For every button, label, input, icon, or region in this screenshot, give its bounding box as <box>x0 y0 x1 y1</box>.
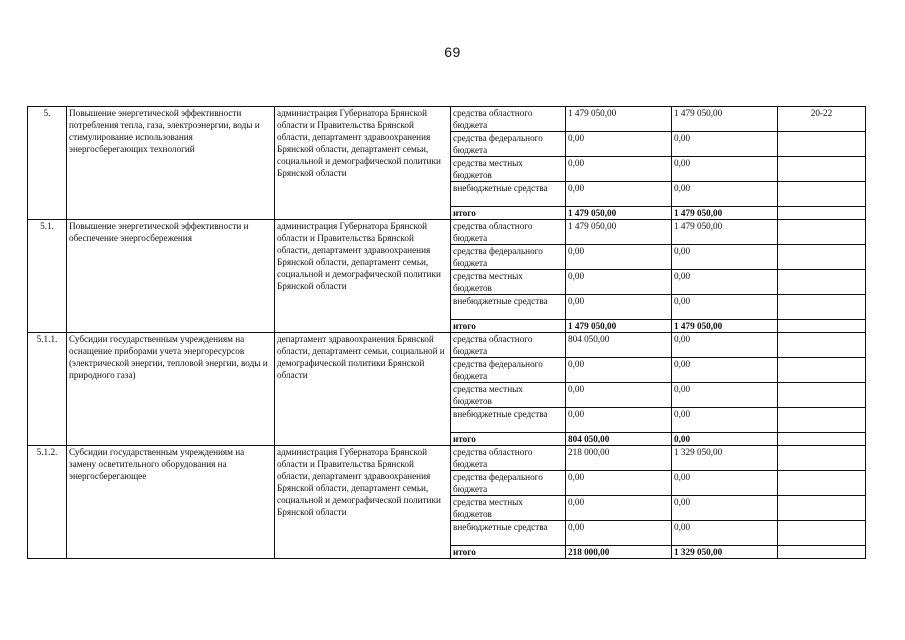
amount-cell <box>778 182 866 207</box>
funding-source: итого <box>451 320 566 333</box>
funding-source: средства местных бюджетов <box>451 157 566 182</box>
funding-source: средства областного бюджета <box>451 107 566 132</box>
amount-cell <box>778 546 866 559</box>
funding-source: внебюджетные средства <box>451 182 566 207</box>
executor-cell: администрация Губернатора Брянской области и Правительства Брянской области, департамент здравоохранения Брянской области, департамент семьи, социальной и демографической политики Брянской области <box>275 107 451 220</box>
amount-cell <box>778 471 866 496</box>
amount-cell: 218 000,00 <box>566 446 672 471</box>
activity-name: Повышение энергетической эффективности и обеспечение энергосбережения <box>67 220 275 333</box>
funding-source: внебюджетные средства <box>451 295 566 320</box>
amount-cell: 0,00 <box>672 433 778 446</box>
amount-cell: 1 479 050,00 <box>672 320 778 333</box>
amount-cell: 0,00 <box>672 333 778 358</box>
funding-source: средства федерального бюджета <box>451 471 566 496</box>
activity-name: Субсидии государственным учреждениям на оснащение приборами учета энергоресурсов (электрической энергии, тепловой энергии, воды и природного газа) <box>67 333 275 446</box>
funding-table <box>27 106 866 559</box>
funding-table-body <box>28 107 866 559</box>
activity-name: Субсидии государственным учреждениям на замену осветительного оборудования на энергосберегающее <box>67 446 275 559</box>
amount-cell: 0,00 <box>566 471 672 496</box>
funding-source: средства местных бюджетов <box>451 383 566 408</box>
amount-cell: 0,00 <box>566 182 672 207</box>
amount-cell: 1 479 050,00 <box>566 320 672 333</box>
amount-cell <box>778 270 866 295</box>
funding-source: итого <box>451 546 566 559</box>
amount-cell: 0,00 <box>566 157 672 182</box>
amount-cell: 1 479 050,00 <box>672 107 778 132</box>
funding-source: итого <box>451 207 566 220</box>
funding-source: средства федерального бюджета <box>451 358 566 383</box>
funding-source: средства федерального бюджета <box>451 245 566 270</box>
amount-cell <box>778 383 866 408</box>
amount-cell: 0,00 <box>672 521 778 546</box>
amount-cell: 1 329 050,00 <box>672 546 778 559</box>
amount-cell <box>778 496 866 521</box>
deadline-cell <box>778 333 866 358</box>
item-number: 5.1.2. <box>28 446 67 559</box>
amount-cell: 0,00 <box>566 383 672 408</box>
amount-cell: 804 050,00 <box>566 333 672 358</box>
amount-cell: 1 479 050,00 <box>566 107 672 132</box>
amount-cell <box>778 245 866 270</box>
funding-source: средства федерального бюджета <box>451 132 566 157</box>
funding-source: средства областного бюджета <box>451 446 566 471</box>
amount-cell: 0,00 <box>672 383 778 408</box>
amount-cell: 0,00 <box>672 471 778 496</box>
item-number: 5. <box>28 107 67 220</box>
executor-cell: департамент здравоохранения Брянской области, департамент семьи, социальной и демографической политики Брянской области <box>275 333 451 446</box>
amount-cell: 1 479 050,00 <box>566 207 672 220</box>
amount-cell <box>778 207 866 220</box>
table-row <box>28 107 866 132</box>
amount-cell <box>778 295 866 320</box>
table-row <box>28 446 866 471</box>
activity-name: Повышение энергетической эффективности потребления тепла, газа, электроэнергии, воды и стимулирование использования энергосберегающих технологий <box>67 107 275 220</box>
item-number: 5.1. <box>28 220 67 333</box>
amount-cell: 0,00 <box>566 132 672 157</box>
amount-cell: 0,00 <box>672 295 778 320</box>
funding-source: внебюджетные средства <box>451 408 566 433</box>
amount-cell: 804 050,00 <box>566 433 672 446</box>
amount-cell: 0,00 <box>566 245 672 270</box>
amount-cell: 0,00 <box>672 132 778 157</box>
amount-cell <box>778 408 866 433</box>
amount-cell: 0,00 <box>566 358 672 383</box>
executor-cell: администрация Губернатора Брянской области и Правительства Брянской области, департамент здравоохранения Брянской области, департамент семьи, социальной и демографической политики Брянской области <box>275 220 451 333</box>
amount-cell: 0,00 <box>566 496 672 521</box>
amount-cell <box>778 320 866 333</box>
amount-cell: 0,00 <box>566 295 672 320</box>
amount-cell <box>778 157 866 182</box>
amount-cell: 0,00 <box>672 182 778 207</box>
amount-cell: 0,00 <box>672 270 778 295</box>
amount-cell <box>778 433 866 446</box>
funding-source: внебюджетные средства <box>451 521 566 546</box>
amount-cell: 0,00 <box>672 245 778 270</box>
page-number: 69 <box>444 44 461 60</box>
funding-source: средства областного бюджета <box>451 333 566 358</box>
amount-cell: 0,00 <box>672 496 778 521</box>
funding-source: средства местных бюджетов <box>451 496 566 521</box>
funding-source: итого <box>451 433 566 446</box>
amount-cell: 1 479 050,00 <box>672 220 778 245</box>
deadline-cell <box>778 220 866 245</box>
amount-cell <box>778 521 866 546</box>
amount-cell: 0,00 <box>672 157 778 182</box>
amount-cell: 1 479 050,00 <box>672 207 778 220</box>
deadline-cell <box>778 446 866 471</box>
item-number: 5.1.1. <box>28 333 67 446</box>
amount-cell: 0,00 <box>672 408 778 433</box>
amount-cell: 0,00 <box>566 521 672 546</box>
amount-cell <box>778 358 866 383</box>
amount-cell: 1 479 050,00 <box>566 220 672 245</box>
amount-cell: 0,00 <box>672 358 778 383</box>
amount-cell: 218 000,00 <box>566 546 672 559</box>
amount-cell <box>778 132 866 157</box>
amount-cell: 0,00 <box>566 270 672 295</box>
funding-source: средства местных бюджетов <box>451 270 566 295</box>
executor-cell: администрация Губернатора Брянской области и Правительства Брянской области, департамент здравоохранения Брянской области, департамент семьи, социальной и демографической политики Брянской области <box>275 446 451 559</box>
amount-cell: 1 329 050,00 <box>672 446 778 471</box>
table-row <box>28 333 866 358</box>
deadline-cell: 20-22 <box>778 107 866 132</box>
funding-source: средства областного бюджета <box>451 220 566 245</box>
amount-cell: 0,00 <box>566 408 672 433</box>
table-row <box>28 220 866 245</box>
